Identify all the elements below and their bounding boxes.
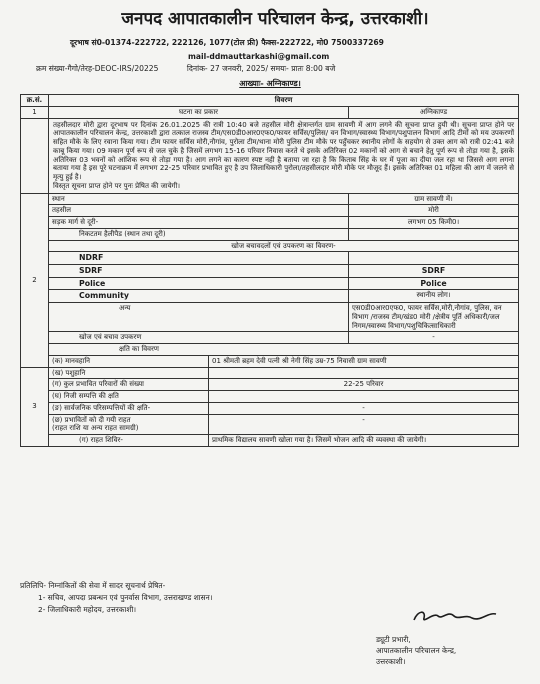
row1-sn: 1	[21, 106, 49, 118]
table-row	[21, 344, 519, 356]
relief-sublabel: (राहत राशि या अन्य राहत सामग्री)	[52, 424, 139, 433]
tehsil-value: मोरी	[349, 205, 519, 217]
signature-mark	[410, 606, 500, 626]
animal-loss-label: (ख) पशुहानि	[49, 367, 209, 379]
report-time: समयः- प्रातः 8:00 बजे	[270, 64, 336, 73]
relief-camp-value: प्राथमिक विद्यालय सावणी खोला गया है। जिसमें भोजन आदि की व्यवस्था की जायेगी।	[209, 435, 519, 447]
sdrf-label: SDRF	[49, 264, 349, 277]
families-affected-label: (ग) कुल प्रभावित परिवारों की संख्या	[49, 379, 209, 391]
ndrf-value	[349, 252, 519, 265]
sdrf-value: SDRF	[349, 264, 519, 277]
relief-given-value: -	[209, 414, 519, 435]
tehsil-label: तहसील	[49, 205, 349, 217]
equipment-label: खोज एवं बचाव उपकरण	[49, 332, 349, 344]
signatory-designation: ड्यूटी प्रभारी,	[376, 635, 411, 644]
table-row	[21, 367, 519, 379]
email-line: mail-ddmauttarkashi@gmail.com	[188, 52, 330, 61]
community-label: Community	[49, 290, 349, 303]
table-row	[21, 228, 519, 240]
signature-block	[376, 634, 516, 667]
copy-to-item: 2- जिलाधिकारी महोदय, उत्तरकाशी।	[38, 604, 137, 614]
road-distance-label: सड़क मार्ग से दूरी-	[49, 217, 349, 229]
police-label: Police	[49, 277, 349, 290]
table-row	[21, 217, 519, 229]
copy-to-item: 1- सचिव, आपदा प्रबन्धन एवं पुनर्वास विभाग, उत्तराखण्ड शासन।	[38, 592, 213, 602]
table-row	[21, 277, 519, 290]
table-row	[21, 402, 519, 414]
table-row	[21, 303, 519, 332]
table-row	[21, 435, 519, 447]
human-loss-label: (क) मानवहानि	[49, 355, 209, 367]
table-row	[21, 240, 519, 252]
equipment-value: -	[349, 332, 519, 344]
table-row	[21, 118, 519, 193]
human-loss-value: 01 श्रीमती ब्रहम देवी पत्नी श्री नेगी सिंह उम्र-75 निवासी ग्राम सावणी	[209, 355, 519, 367]
incident-type-label: घटना का प्रकार	[49, 106, 349, 118]
reference-line	[36, 64, 506, 74]
police-value: Police	[349, 277, 519, 290]
table-row	[21, 379, 519, 391]
copy-to-intro: प्रतिलिपि- निम्नांकितों की सेवा में सादर सूचनार्थ प्रेषित-	[20, 581, 166, 590]
private-property-label: (घ) निजी सम्पत्ति की क्षति	[49, 391, 209, 403]
col-details-header: विवरण	[49, 95, 519, 107]
incident-description	[49, 118, 519, 193]
table-row	[21, 391, 519, 403]
road-distance-value: लगभग 05 किमी0।	[349, 217, 519, 229]
report-table	[20, 94, 519, 447]
signatory-office: आपातकालीन परिचालन केन्द्र,	[376, 646, 457, 656]
report-date: दिनांक- 27 जनवरी, 2025/	[186, 64, 269, 73]
office-title: जनपद आपातकालीन परिचालन केन्द्र, उत्तरकाशी।	[121, 9, 429, 29]
report-subject: आख्याः- अग्निकाण्ड।	[239, 79, 301, 88]
private-property-value	[209, 391, 519, 403]
public-property-value: -	[209, 402, 519, 414]
contact-line: दूरभाष सं0-01374-222722, 222126, 1077(टोल फ्री) फैक्स-222722, मो0 7500337269	[70, 38, 384, 47]
table-row	[21, 332, 519, 344]
table-row	[21, 355, 519, 367]
reference-number: क्रम संख्या-गैगो/तेरह-DEOC-IRS/20225	[36, 64, 159, 73]
rescue-teams-header: खोज बचावदलों एवं उपकरण का विवरण-	[49, 240, 519, 252]
helipad-value	[349, 228, 519, 240]
public-property-label: (ङ) सार्वजनिक परिसम्पत्तियों की क्षति-	[49, 402, 209, 414]
location-label: स्थान	[49, 193, 349, 205]
relief-label: (छ) प्रभावितों को दी गयी राहत	[52, 415, 131, 424]
table-row	[21, 264, 519, 277]
loss-details-header: क्षति का विवरण	[49, 344, 519, 356]
table-header-row	[21, 95, 519, 107]
relief-given-label	[49, 414, 209, 435]
other-teams-value: एस0डी0आर0एफ0, फायर सर्विस,मोरी,नौगांव, पुलिस, वन विभाग /राजस्व टीम/खंड0 मोरी /क्षेत्रीय पूर्ति अधिकारी/जल निगम/स्वास्थ्य विभाग/पशुचिकित्साधिकारी	[349, 303, 519, 332]
table-row	[21, 193, 519, 205]
signatory-place: उत्तरकाशी।	[376, 657, 406, 667]
community-value: स्थानीय लोग।	[349, 290, 519, 303]
table-row	[21, 205, 519, 217]
signature-stroke	[414, 612, 496, 620]
followup-note: विस्तृत सूचना प्राप्त होने पर पुनः प्रेषित की जायेगी।	[53, 181, 181, 190]
animal-loss-value	[209, 367, 519, 379]
table-row	[21, 252, 519, 265]
table-row	[21, 290, 519, 303]
location-value: ग्राम सावणी में।	[349, 193, 519, 205]
row2-sn: 2	[21, 193, 49, 367]
incident-paragraph: तहसीलदार मोरी द्वारा दूरभाष पर दिनांक 26.01.2025 की रात्री 10:40 बजे तहसील मोरी क्षेत्रान्तर्गत ग्राम सावणी में आग लगने की सूचना प्राप्त हुयी थी। सूचना प्राप्त होने पर आपातकालीन परिचालन केन्द्र, उत्तरकाशी द्वारा तत्काल राजस्व टीम/एस0डी0आर0एफ0/फायर सर्विस/पुलिस/ वन विभाग/स्वास्थ्य विभाग/पशुपालन विभाग आदि टीमों को मय उपकरणों सहित मौके के लिए रवाना किया गया। टीम फायर सर्विस मोरी,नौगांव, पुरोला टीम/थाना मोरी पुलिस टीम मौके पर पहुँचकर स्थानीय लोगों के सहयोग से उक्त आग को रात्री 02:41 बजे काबू किया गया। 09 मकान पूर्ण रूप से जल चुके है जिसमें लगभग 15-16 परिवार निवास करते थे इसके अतिरिक्त 02 मकानों को आग से बचाने हेतु पूर्ण रूप से तोड़ा गया है, इसके अतिरिक्त 03 भवनों को आंशिक रूप से तोड़ा गया है। आग लगने का कारण स्पष्ट नही है बताया जा रहा है कि किताब सिंह के घर में पूजा का दीया जल रहा था जिससे आग लगना बताया गया है इस पूरे घटनाक्रम में लगभग 22-25 परिवार प्रभावित हुए है उप जिलाधिकारी पुरोला/तहसीलदार मोरी मौके पर मौजूद हैं। इसके अतिरिक्त 01 महिला की आग में जलने से मृत्यु हुई है।	[53, 120, 515, 181]
ndrf-label: NDRF	[49, 252, 349, 265]
empty-cell	[21, 118, 49, 193]
table-row	[21, 106, 519, 118]
other-teams-label: अन्य	[49, 303, 349, 332]
families-affected-value: 22-25 परिवार	[209, 379, 519, 391]
incident-type-value: अग्निकाण्ड	[349, 106, 519, 118]
helipad-label: निकटतम हैलीपैड (स्थान तथा दूरी)	[49, 228, 349, 240]
row3-sn: 3	[21, 367, 49, 446]
table-row	[21, 414, 519, 435]
relief-camp-label: (ग) राहत शिविर-	[49, 435, 209, 447]
col-sn-header: क्र.सं.	[21, 95, 49, 107]
